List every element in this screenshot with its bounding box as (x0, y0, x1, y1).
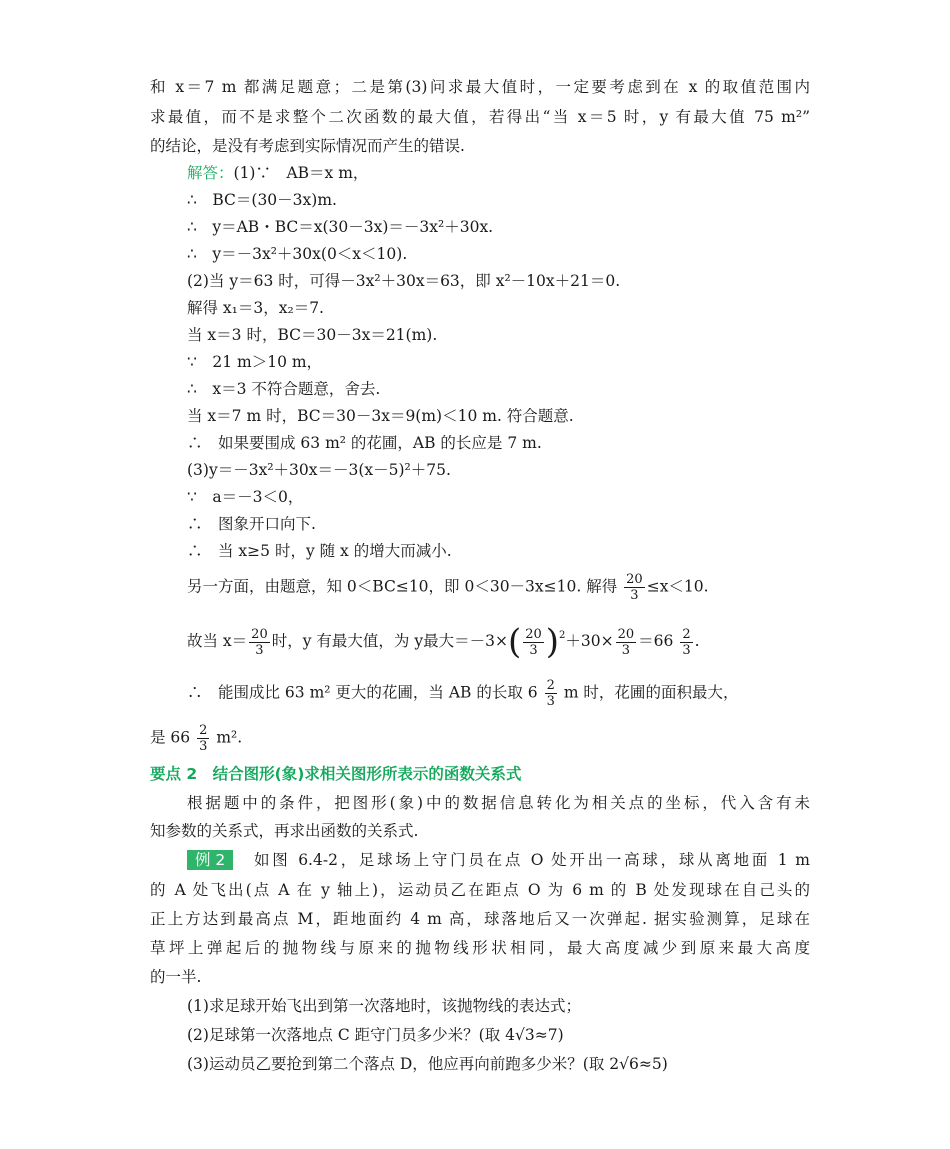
text-line: ∴ y＝AB・BC＝x(30－3x)＝－3x²＋30x. (187, 218, 494, 236)
fraction (616, 627, 637, 658)
text-span: 故当 x＝ (187, 632, 248, 650)
exponent: 2 (559, 630, 566, 641)
text-line: ∴ x＝3 不符合题意，舍去. (187, 380, 381, 398)
text-line: 求最值，而不是求整个二次函数的最大值，若得出“当 x＝5 时，y 有最大值 75 m²” (150, 108, 810, 126)
question-line: (3)运动员乙要抢到第二个落点 D，他应再向前跑多少米？(取 2√6≈5) (187, 1055, 668, 1073)
text-line: 和 x＝7 m 都满足题意；二是第(3)问求最大值时，一定要考虑到在 x 的取值范围内 (150, 78, 810, 96)
text-line: ∴ BC＝(30－3x)m. (187, 191, 337, 209)
fraction-numerator: 20 (626, 572, 643, 587)
question-line: (2)足球第一次落地点 C 距守门员多少米？(取 4√3≈7) (187, 1026, 564, 1044)
text-line: ∵ a＝－3＜0， (187, 488, 304, 506)
text-line: 正上方达到最高点 M，距地面约 4 m 高，球落地后又一次弹起. 据实验测算，足球在 (150, 910, 810, 928)
fraction (545, 678, 557, 709)
fraction (197, 723, 209, 754)
text-span: 时，y 有最大值，为 y最大＝－3× (271, 632, 508, 650)
text-span: 如图 6.4-2，足球场上守门员在点 O 处开出一高球，球从离地面 1 m (251, 851, 810, 869)
text-line: ∴ 如果要围成 63 m² 的花圃，AB 的长应是 7 m. (187, 434, 542, 452)
text-line: ∵ 21 m＞10 m， (187, 353, 323, 371)
text-span: m 时，花圃的面积最大， (563, 683, 739, 702)
text-line: 的 A 处飞出(点 A 在 y 轴上)，运动员乙在距点 O 为 6 m 的 B 处发现球在自己头的 (150, 881, 810, 899)
fraction-denominator: 3 (199, 739, 208, 754)
formula-line (187, 622, 810, 662)
text-span: (1)∵ AB＝x m， (233, 164, 369, 182)
text-span: 另一方面，由题意，知 0＜BC≤10，即 0＜30－3x≤10. 解得 (187, 577, 618, 596)
text-span: 是 66 (150, 728, 191, 747)
fraction (680, 627, 692, 658)
fraction (624, 572, 645, 603)
solution-label: 解答： (187, 164, 234, 182)
example-tag: 例 2 (187, 850, 233, 870)
text-line: ∴ y＝－3x²＋30x(0＜x＜10). (187, 245, 408, 263)
text-line: ∴ 图象开口向下. (187, 515, 316, 533)
fraction-denominator: 3 (630, 588, 639, 603)
formula-line (187, 572, 810, 603)
solution-line (187, 162, 810, 184)
section-heading: 要点 2 结合图形(象)求相关图形所表示的函数关系式 (150, 765, 522, 783)
text-line: 当 x＝3 时，BC＝30－3x＝21(m). (187, 326, 438, 344)
text-span: ＝66 (638, 632, 674, 650)
text-span: ∴ 能围成比 63 m² 更大的花圃，当 AB 的长取 6 (187, 683, 538, 702)
left-paren: ( (507, 622, 522, 662)
fraction-denominator: 3 (682, 642, 691, 658)
fraction (523, 627, 544, 658)
text-line: 当 x＝7 m 时，BC＝30－3x＝9(m)＜10 m. 符合题意. (187, 407, 574, 425)
period: . (694, 632, 700, 650)
text-line: 解得 x₁＝3，x₂＝7. (187, 299, 324, 317)
text-line: (2)当 y＝63 时，可得－3x²＋30x＝63，即 x²－10x＋21＝0. (187, 272, 621, 290)
question-line: (1)求足球开始飞出到第一次落地时，该抛物线的表达式； (187, 997, 581, 1015)
example-line (187, 849, 810, 871)
fraction-numerator: 2 (199, 723, 208, 738)
fraction-numerator: 20 (251, 626, 268, 642)
fraction-denominator: 3 (621, 642, 631, 658)
formula-line (187, 678, 810, 709)
fraction-numerator: 20 (617, 626, 635, 642)
text-line: ∴ 当 x≥5 时，y 随 x 的增大而减小. (187, 542, 452, 560)
formula-line (150, 723, 810, 754)
fraction-denominator: 3 (529, 642, 538, 658)
text-span: ＋30× (565, 632, 614, 650)
fraction-numerator: 2 (682, 626, 691, 642)
text-line: 根据题中的条件，把图形(象)中的数据信息转化为相关点的坐标，代入含有未 (187, 794, 810, 812)
text-span: ≤x＜10. (646, 577, 709, 596)
fraction-denominator: 3 (546, 694, 555, 709)
text-line: 草坪上弹起后的抛物线与原来的抛物线形状相同，最大高度减少到原来最大高度 (150, 939, 810, 957)
text-span: m². (216, 728, 243, 747)
fraction-denominator: 3 (255, 642, 264, 658)
fraction-numerator: 2 (546, 678, 555, 693)
fraction (249, 627, 270, 658)
text-line: 的结论，是没有考虑到实际情况而产生的错误. (150, 137, 465, 155)
fraction-numerator: 20 (525, 626, 542, 642)
text-line: 知参数的关系式，再求出函数的关系式. (150, 822, 419, 840)
text-line: (3)y＝－3x²＋30x＝－3(x－5)²＋75. (187, 461, 451, 479)
right-paren: ) (545, 622, 560, 662)
text-line: 的一半. (150, 968, 202, 986)
